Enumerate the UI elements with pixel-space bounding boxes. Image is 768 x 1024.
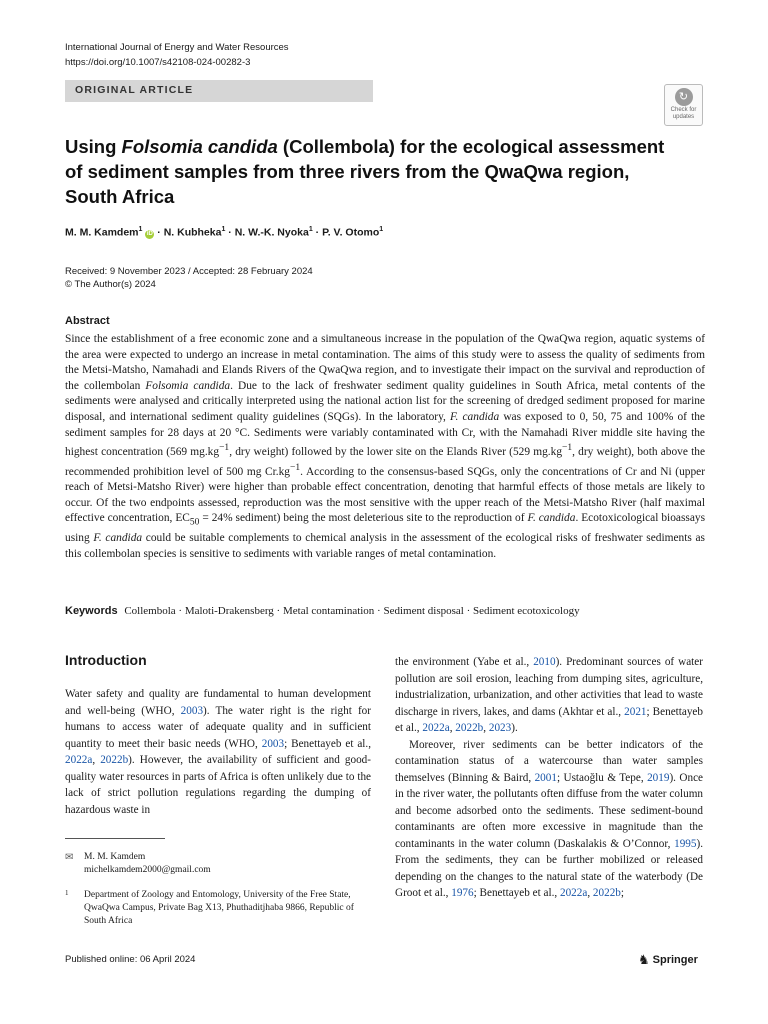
citation-link[interactable]: 2022b [455, 722, 484, 734]
keywords-label: Keywords [65, 605, 118, 617]
affiliation-text: Department of Zoology and Entomology, University of the Free State, QwaQwa Campus, Private Bag X13, Phuthaditjhaba 9866, Republic of South Africa [84, 890, 354, 926]
published-date: Published online: 06 April 2024 [65, 954, 196, 965]
abstract-text: Since the establishment of a free economic zone and a simultaneous increase in the population of the QwaQwa region, aquatic systems of the area were expected to undergo an increase in metal contamination. The aims of this study were to assess the quality of sediments from the Metsi-Matsho, Namahadi and Elands Rivers of the QwaQwa region, and to investigate their impact on the survival and reproduction of the collembolan [65, 333, 705, 392]
intro-right-column [395, 654, 703, 902]
body-text: ; Ustaoğlu & Tepe, [556, 771, 648, 784]
citation-link[interactable]: 2022b [592, 887, 621, 899]
abstract-text: , dry weight), both above the recommended prohibition level of 500 mg Cr.kg [65, 445, 706, 478]
abstract-heading: Abstract [65, 315, 110, 327]
abstract-text: . According to the consensus-based SQGs, only the concentrations of Cr and Ni (upper reach of Metsi-Matsho River) were higher than probable effect concentration, denoting that harmful effects of those metals are likely to occur. Of the two endpoints assessed, reproduction was the most sensitive with the upper reach of the Metsi-Matsho River (half maximal effective concentration, EC [65, 465, 706, 525]
citation-link[interactable]: 1976 [451, 887, 474, 899]
journal-info [65, 40, 289, 70]
body-text: ). [511, 722, 518, 734]
abstract-sup: −1 [562, 443, 573, 454]
abstract-body [65, 332, 705, 562]
body-text: ; Benettayeb et al., [395, 705, 703, 734]
body-text: ; [620, 887, 624, 899]
title-pre: Using [65, 136, 122, 157]
body-text: ). Predominant sources of water pollution are soil erosion, leaching from dumping sites, agriculture, industrialization, urbanization, and other activities that lead to waste discharge in rivers, lakes, and dams (Akhtar et al., [395, 656, 703, 718]
abstract-text: . Due to the lack of freshwater sediment quality guidelines in South Africa, metal contents of the sediments were analysed and critically interpreted using the national action list for the screening of dredged sediment proposed for marine disposal, and international sediment quality guidelines (SQGs). In the laboratory, [65, 379, 706, 423]
abstract-sup: −1 [219, 443, 230, 454]
article-dates [65, 265, 313, 291]
citation-link[interactable]: 2022b [100, 754, 129, 766]
body-text: , [483, 722, 489, 734]
body-text: , [449, 722, 456, 734]
article-title [65, 134, 665, 209]
author-name[interactable]: N. Kubheka [163, 226, 222, 239]
body-text: Water safety and quality are fundamental to human development and well-being (WHO, [65, 688, 371, 717]
envelope-icon: ✉ [65, 852, 74, 863]
refresh-icon: ↻ [675, 88, 693, 106]
abstract-sub: 50 [189, 517, 200, 528]
author-name[interactable]: M. M. Kamdem [65, 226, 139, 239]
author-list: M. M. Kamdem$^1$ iD · N. Kubheka$^1$ · N. W.-K. Nyoka$^1$ · P. V. Otomo$^1$ [65, 226, 384, 239]
footnote-divider [65, 838, 165, 839]
abstract-text: . Ecotoxicological bioassays using [65, 512, 705, 544]
citation-link[interactable]: 2003 [261, 737, 285, 750]
article-type-label: ORIGINAL ARTICLE [75, 84, 194, 96]
springer-horse-icon: ♞ [638, 952, 650, 967]
paragraph [395, 654, 703, 737]
doi-link[interactable]: https://doi.org/10.1007/s42108-024-00282-3 [65, 57, 251, 68]
author-aff: 1 [138, 226, 143, 233]
body-text: ). Once in the river water, the pollutants often diffuse from the water column and become adsorbed onto the sediments. These sediment-bound contaminants are often more excessive in magnitude than the contaminants in the water column (Daskalakis & O’Connor, [395, 771, 703, 850]
citation-link[interactable]: 2022a [422, 722, 450, 734]
author-aff: 1 [221, 226, 226, 233]
body-text: ). However, the availability of sufficient and good-quality water resources in parts of Africa is often unlikely due to the lack of strict pollution regulations regarding the dumping of hazardous waste in [65, 754, 372, 816]
article-type-bar [65, 80, 373, 102]
publisher-logo[interactable] [638, 952, 698, 968]
title-post: (Collembola) for the ecological assessment of sediment samples from three rivers from the QwaQwa region, South Africa [65, 136, 665, 207]
body-text: Moreover, river sediments can be better indicators of the contamination status of a watercourse than water samples themselves (Binning & Baird, [395, 738, 703, 784]
body-text: , [587, 887, 593, 899]
citation-link[interactable]: 2001 [534, 771, 557, 784]
affiliation-number: 1 [65, 889, 69, 897]
abstract-text: , dry weight) followed by the lower site on the Elands River (529 mg.kg [229, 445, 563, 458]
received-accepted: Received: 9 November 2023 / Accepted: 28 February 2024 [65, 266, 313, 277]
body-text: ; Benettayeb et al., [284, 737, 372, 750]
citation-link[interactable]: 2010 [533, 656, 556, 668]
author-aff: 1 [308, 226, 313, 233]
orcid-icon[interactable]: iD [146, 230, 153, 237]
abstract-text: = 24% sediment) being the most deleterious site to the reproduction of [199, 512, 528, 525]
abstract-sup: −1 [290, 462, 301, 473]
publisher-name: Springer [652, 954, 698, 966]
body-text: , [92, 754, 101, 766]
citation-link[interactable]: 2021 [624, 705, 647, 718]
check-for-updates-badge[interactable] [664, 84, 703, 126]
citation-link[interactable]: 2003 [180, 704, 204, 717]
abstract-text: could be suitable complements to chemical analysis in the assessment of the ecological risks of freshwater sediments as this collembolan species is sensitive to sediments with variable ranges of metal contamination. [65, 532, 705, 560]
author-name[interactable]: N. W.-K. Nyoka [234, 226, 309, 239]
abstract-species: F. candida [93, 532, 143, 544]
citation-link[interactable]: 2022a [559, 887, 588, 899]
abstract-text: was exposed to 0, 50, 75 and 100% of the sediment samples for 28 days at 20 °C. Sediments were variably contaminated with Cr, with the Namahadi River middle site having the highest concentration (569 mg.kg [65, 410, 705, 458]
abstract-species: Folsomia candida [145, 379, 231, 392]
author-aff: 1 [379, 226, 384, 233]
intro-left-column [65, 686, 371, 818]
author-name[interactable]: P. V. Otomo [322, 226, 380, 239]
badge-line2: updates [672, 114, 695, 120]
corresponding-author [65, 851, 211, 877]
abstract-species: F. candida [450, 410, 500, 423]
citation-link[interactable]: 2019 [647, 771, 670, 784]
citation-link[interactable]: 2022a [65, 754, 93, 766]
corresponding-email[interactable]: michelkamdem2000@gmail.com [84, 865, 211, 875]
body-text: ; Benettayeb et al., [473, 887, 560, 899]
badge-line1: Check for [670, 107, 697, 113]
title-species: Folsomia candida [121, 136, 278, 157]
keywords-list: Collembola · Maloti-Drakensberg · Metal contamination · Sediment disposal · Sediment ecotoxicology [124, 605, 580, 617]
journal-name: International Journal of Energy and Water Resources [65, 42, 289, 53]
body-text: ). The water right is the right for humans to access water of adequate quality and in sufficient quantity to meet their basic needs (WHO, [65, 704, 371, 750]
affiliation-footnote [65, 889, 365, 928]
introduction-heading: Introduction [65, 652, 147, 668]
citation-link[interactable]: 1995 [674, 837, 697, 850]
body-text: ). From the sediments, they can be further mobilized or released depending on the changes to the natural state of the waterbody (De Groot et al., [395, 837, 703, 899]
copyright: © The Author(s) 2024 [65, 279, 156, 290]
abstract-species: F. candida [527, 512, 576, 525]
paragraph [395, 737, 703, 902]
corresponding-name: M. M. Kamdem [84, 852, 146, 862]
keywords [65, 605, 705, 617]
body-text: the environment (Yabe et al., [395, 656, 534, 668]
citation-link[interactable]: 2023 [488, 722, 512, 734]
